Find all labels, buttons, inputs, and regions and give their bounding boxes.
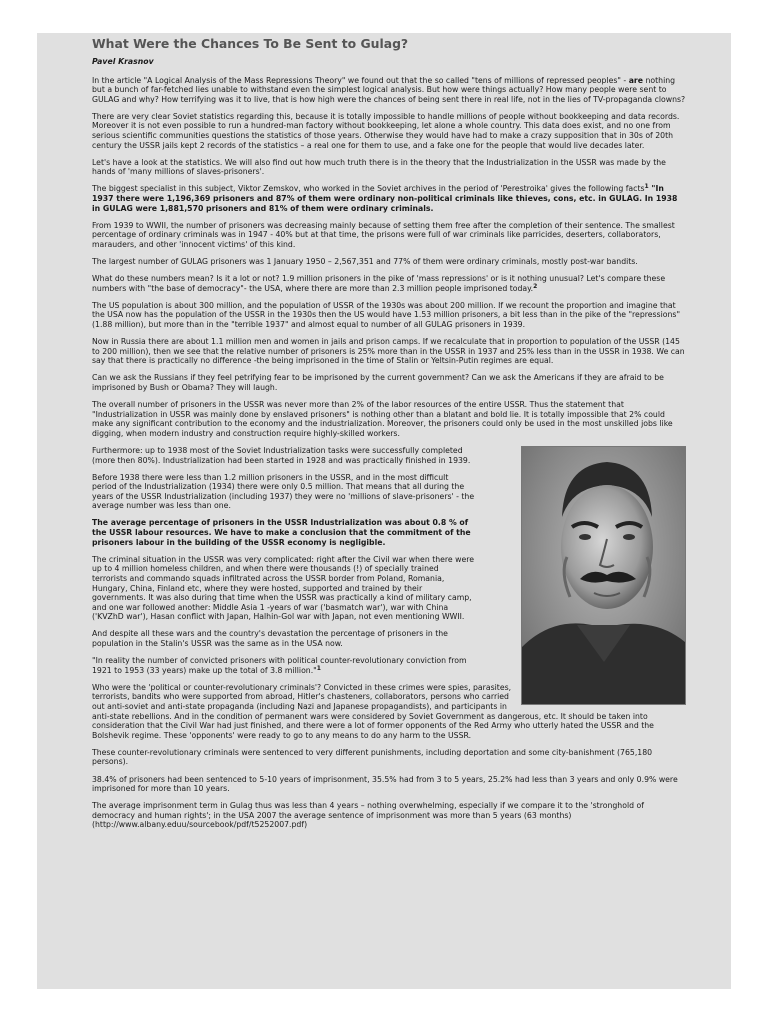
paragraph-19: These counter-revolutionary criminals were sentenced to very different punishments, including deportation and some city-banishment (765,180 persons). bbox=[92, 747, 653, 767]
portrait-photo bbox=[521, 446, 686, 705]
paragraph-1-emphasis: are bbox=[628, 75, 643, 85]
paragraph-7-text: What do these numbers mean? Is it a lot or not? 1.9 million prisoners in the pike of 'mass repressions' or is it nothing unusual? Let's compare these numbers with "the base of democracy"- the USA, where there are more than 2.3 million people imprisoned today. bbox=[92, 274, 666, 293]
paragraph-18: Who were the 'political or counter-revolutionary criminals'? Convicted in these crimes were spies, parasites, terrorists, bandits who were supported from abroad, Hitler's chasteners, collaborators, persons who carried out anti-soviet and anti-state propaganda (including Nazi and Japanese propagandists), and participants in anti-state rebellions. And in the condition of permanent wars were considered by Soviet Government as dangerous, etc. It should be taken into consideration that the Civil War had just finished, and there were a lot of former opponents of the Red Army who utterly hated the USSR and the Bolshevik regime. These 'opponents' were ready to go to any means to do any harm to the USSR. bbox=[92, 682, 654, 740]
paragraph-3: Let's have a look at the statistics. We will also find out how much truth there is in the theory that the Industrialization in the USSR was made by the hands of 'many millions of slaves-prisoners'. bbox=[92, 157, 666, 177]
paragraph-17-quote bbox=[92, 656, 475, 675]
article-author: Pavel Krasnov bbox=[92, 57, 154, 66]
paragraph-15: The criminal situation in the USSR was very complicated: right after the Civil war when there were up to 4 million homeless children, and when there were thousands (!) of specially trained terrorists and commando squads infiltrated across the USSR border from Poland, Romania, Hungary, China, Finland etc, where they were hosted, supported and trained by their governments. It was also during that time when the USSR was practically a kind of military camp, and one war followed another: Middle Asia 1 -years of war ('basmatch war'), war with China ('KVZhD war'), Hasan conflict with Japan, Halhin-Gol war with Japan, not even mentioning WWII. bbox=[92, 554, 475, 622]
paragraph-10: Can we ask the Russians if they feel petrifying fear to be imprisoned by the current government? Can we ask the Americans if they are afraid to be imprisoned by Bush or Obama? They will laugh. bbox=[92, 373, 664, 392]
paragraph-11: The overall number of prisoners in the USSR was never more than 2% of the labor resources of the entire USSR. Thus the statement that "Industrialization in USSR was mainly done by enslaved prisoners" is nothing other than a blatant and bold lie. It is totally impossible that 2% could make any significant contribution to the economy and the industrialization. Moreover, the prisoners could only be used in the most unskilled jobs like digging, when modern industry and construction require highly-skilled workers. bbox=[92, 400, 673, 438]
paragraph-17-text: "In reality the number of convicted prisoners with political counter-revolutionary conviction from 1921 to 1953 (33 years) make up the total of 3.8 million." bbox=[92, 656, 467, 675]
paragraph-5: From 1939 to WWII, the number of prisoners was decreasing mainly because of setting them free after the completion of their sentence. The smallest percentage of ordinary criminals was in 1947 - 40% but at that time, the prisons were full of war criminals like parricides, deserters, collaborators, marauders, and other 'innocent victims' of this kind. bbox=[92, 220, 675, 249]
paragraph-14-conclusion: The average percentage of prisoners in the USSR Industrialization was about 0.8 % of the USSR labour resources. We have to make a conclusion that the commitment of the prisoners labour in the building of the USSR economy is negligible. bbox=[92, 518, 471, 547]
paragraph-1 bbox=[92, 76, 686, 105]
paragraph-20: 38.4% of prisoners had been sentenced to 5-10 years of imprisonment, 35.5% had from 3 to 5 years, 25.2% had less than 3 years and only 0.9% were imprisoned for more than 10 years. bbox=[92, 774, 678, 794]
paragraph-7 bbox=[92, 274, 686, 293]
article-title: What Were the Chances To Be Sent to Gulag? bbox=[92, 36, 409, 51]
paragraph-9: Now in Russia there are about 1.1 million men and women in jails and prison camps. If we recalculate that in proportion to population of the USSR (145 to 200 million), then we see that the relative number of prisoners is 25% more than in the USSR in 1937 and 25% less than in the USSR in 1938. We can say that there is practically no difference -the being imprisoned in the time of Stalin or Yeltsin-Putin regimes are equal. bbox=[92, 337, 685, 366]
paragraph-21: The average imprisonment term in Gulag thus was less than 4 years – nothing overwhelming, especially if we compare it to the 'stronghold of democracy and human rights'; in the USA 2007 the average sentence of imprisonment was more than 5 years (63 months) (http://www.albany.eduu/sourcebook/pdf/t5252007.pdf) bbox=[92, 801, 644, 830]
paragraph-4-text: The biggest specialist in this subject, Viktor Zemskov, who worked in the Soviet archives in the period of 'Perestroika' gives the following facts bbox=[92, 184, 645, 194]
paragraph-1-text-a: In the article "A Logical Analysis of the Mass Repressions Theory" we found out that the so called "tens of millions of repressed peoples" - bbox=[92, 75, 629, 85]
paragraph-4-quote: "In 1937 there were 1,196,369 prisoners and 87% of them were ordinary non-political criminals like thieves, cons, etc. in GULAG. In 1938 in GULAG were 1,881,570 prisoners and 81% of them were ordinary criminals. bbox=[92, 184, 678, 213]
portrait-image bbox=[522, 447, 685, 704]
paragraph-16: And despite all these wars and the country's devastation the percentage of prisoners in the population in the Stalin's USSR was the same as in the USA now. bbox=[92, 629, 448, 648]
footnote-ref: 2 bbox=[533, 282, 538, 290]
portrait-section bbox=[92, 446, 686, 675]
paragraph-1-text-b: nothing but a bunch of far-fetched lies unable to withstand even the simplest logical analysis. But how were things actually? How many people were sent to GULAG and why? How terrifying was it to live, that is how high were the chances of being sent there in real life, not in the lies of TV-propaganda clowns? bbox=[92, 75, 686, 104]
paragraph-12: Furthermore: up to 1938 most of the Soviet Industrialization tasks were successfully completed (more then 80%). Industrialization had been started in 1928 and was practically finished in 1939. bbox=[92, 445, 471, 465]
paragraph-2: There are very clear Soviet statistics regarding this, because it is totally impossible to handle millions of people without bookkeeping and data records. Moreover it is not even possible to run a hundred-man factory without bookkeeping, let alone a whole country. This data does exist, and no one from serious scientific communities questions the statistics of those years. Otherwise they would have had to make a crazy supposition that in 30s of 20th century the USSR jails kept 2 records of the statistics – a real one for them to use, and a fake one for the people that would live decades later. bbox=[92, 111, 680, 150]
article-body bbox=[92, 33, 686, 838]
document-page bbox=[37, 33, 731, 989]
footnote-ref: 1 bbox=[316, 664, 321, 672]
footnote-ref: 1 bbox=[644, 183, 649, 191]
paragraph-13: Before 1938 there were less than 1.2 million prisoners in the USSR, and in the most difficult period of the Industrialization (1934) there were only 0.5 million. That means that all during the years of the USSR Industrialization (including 1937) they were no 'millions of slave-prisoners' - the average number was less than one. bbox=[92, 472, 475, 511]
paragraph-6: The largest number of GULAG prisoners was 1 January 1950 – 2,567,351 and 77% of them were ordinary criminals, mostly post-war bandits. bbox=[92, 257, 638, 266]
paragraph-8: The US population is about 300 million, and the population of USSR of the 1930s was about 200 million. If we recount the proportion and imagine that the USA now has the population of the USSR in the 1930s then the US would have 1.53 million prisoners, a bit less than in the pike of the "repressions" (1.88 million), but more than in the "terrible 1937" and almost equal to number of all GULAG prisoners in 1939. bbox=[92, 300, 681, 329]
paragraph-4 bbox=[92, 184, 686, 213]
